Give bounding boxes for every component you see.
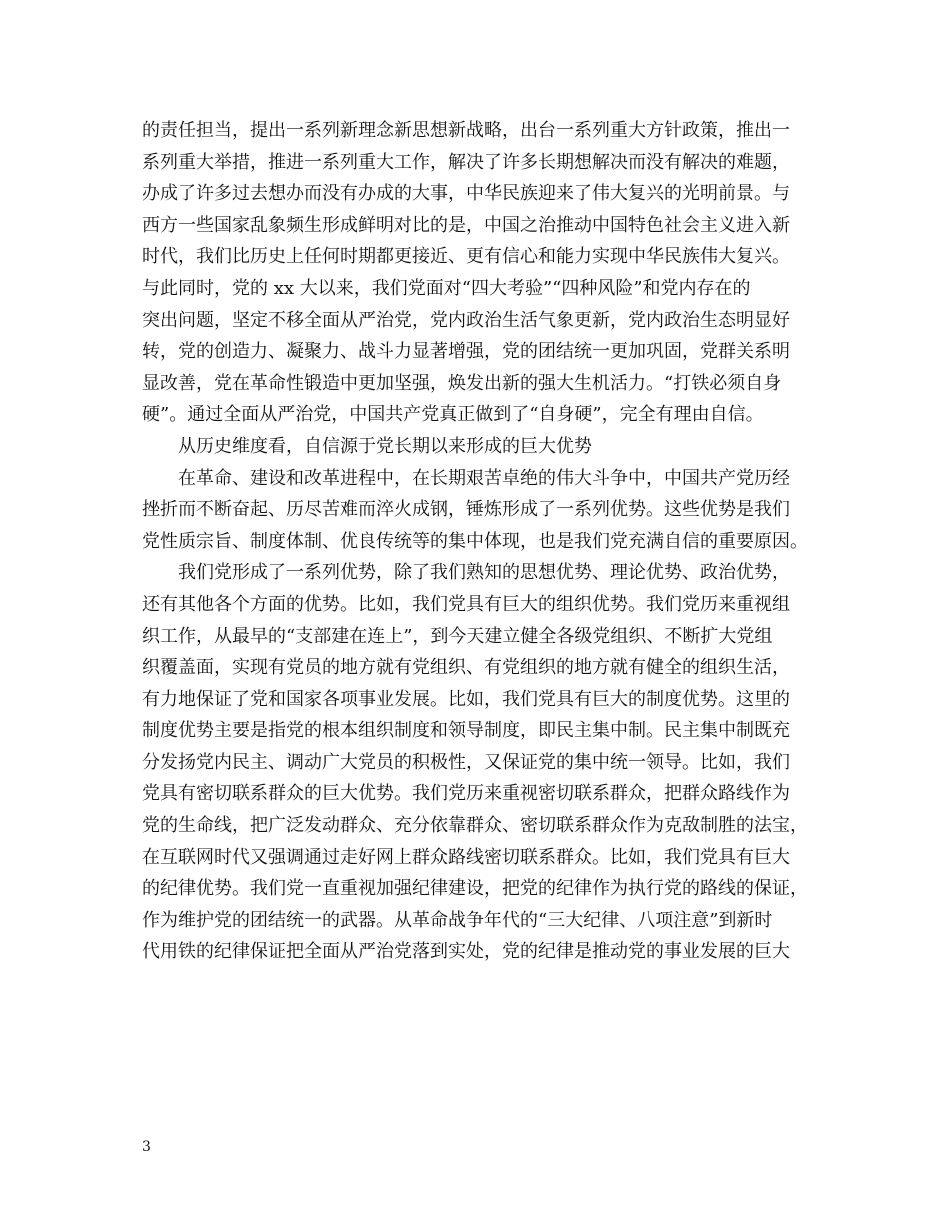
text-line: 党性质宗旨、制度体制、优良传统等的集中体现，也是我们党充满自信的重要原因。 [142,530,808,552]
page-number: 3 [142,1139,151,1155]
text-line: 在互联网时代又强调通过走好网上群众路线密切联系群众。比如，我们党具有巨大 [142,846,790,868]
text-line: 有力地保证了党和国家各项事业发展。比如，我们党具有巨大的制度优势。这里的 [142,688,790,710]
text-line: 西方一些国家乱象频生形成鲜明对比的是，中国之治推动中国特色社会主义进入新 [142,214,790,236]
text-line: 在革命、建设和改革进程中，在长期艰苦卓绝的伟大斗争中，中国共产党历经 [178,467,790,489]
text-line: 硬”。通过全面从严治党，中国共产党真正做到了“自身硬”，完全有理由自信。 [142,404,764,426]
text-line: 党具有密切联系群众的巨大优势。我们党历来重视密切联系群众，把群众路线作为 [142,783,790,805]
text-line: 代用铁的纪律保证把全面从严治党落到实处，党的纪律是推动党的事业发展的巨大 [142,941,790,963]
text-line: 还有其他各个方面的优势。比如，我们党具有巨大的组织优势。我们党历来重视组 [142,593,790,615]
text-line: 作为维护党的团结统一的武器。从革命战争年代的“三大纪律、八项注意”到新时 [142,909,773,931]
text-line: 与此同时，党的 xx 大以来，我们党面对“四大考验”“四种风险”和党内存在的 [142,277,751,299]
body-text [142,115,822,968]
text-line: 转，党的创造力、凝聚力、战斗力显著增强，党的团结统一更加巩固，党群关系明 [142,341,790,363]
text-line: 党的生命线，把广泛发动群众、充分依靠群众、密切联系群众作为克敌制胜的法宝， [142,815,808,837]
text-line: 办成了许多过去想办而没有办成的大事，中华民族迎来了伟大复兴的光明前景。与 [142,183,790,205]
text-line: 分发扬党内民主、调动广大党员的积极性，又保证党的集中统一领导。比如，我们 [142,751,790,773]
text-line: 织覆盖面，实现有党员的地方就有党组织、有党组织的地方就有健全的组织生活， [142,657,790,679]
text-line: 显改善，党在革命性锻造中更加坚强，焕发出新的强大生机活力。“打铁必须自身 [142,372,782,394]
text-line: 的纪律优势。我们党一直重视加强纪律建设，把党的纪律作为执行党的路线的保证， [142,878,808,900]
text-line: 时代，我们比历史上任何时期都更接近、更有信心和能力实现中华民族伟大复兴。 [142,246,790,268]
text-line: 制度优势主要是指党的根本组织制度和领导制度，即民主集中制。民主集中制既充 [142,720,790,742]
text-line: 突出问题，坚定不移全面从严治党，党内政治生活气象更新，党内政治生态明显好 [142,309,790,331]
text-line: 织工作，从最早的“支部建在连上”，到今天建立健全各级党组织、不断扩大党组 [142,625,773,647]
text-line: 系列重大举措，推进一系列重大工作，解决了许多长期想解决而没有解决的难题， [142,151,790,173]
text-line: 的责任担当，提出一系列新理念新思想新战略，出台一系列重大方针政策，推出一 [142,120,790,141]
text-line: 我们党形成了一系列优势，除了我们熟知的思想优势、理论优势、政治优势， [178,562,790,584]
text-line: 从历史维度看，自信源于党长期以来形成的巨大优势 [178,435,592,457]
text-line: 挫折而不断奋起、历尽苦难而淬火成钢，锤炼形成了一系列优势。这些优势是我们 [142,499,790,521]
